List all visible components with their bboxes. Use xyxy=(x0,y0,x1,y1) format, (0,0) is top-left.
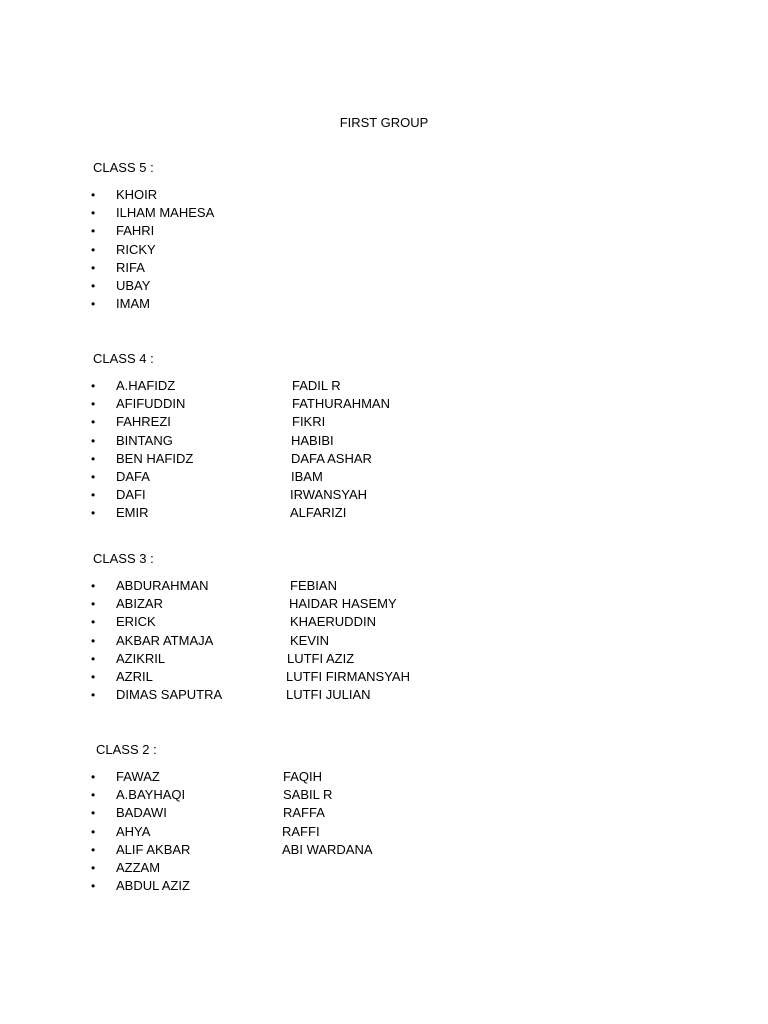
student-list xyxy=(0,186,768,313)
student-name: AFIFUDDIN xyxy=(116,396,186,412)
list-item xyxy=(0,650,768,668)
student-name-second-column: ALFARIZI xyxy=(290,505,347,521)
student-name: BADAWI xyxy=(116,805,167,821)
bullet-icon: • xyxy=(91,842,96,857)
student-name-second-column: IRWANSYAH xyxy=(290,487,368,503)
student-name-second-column: FATHURAHMAN xyxy=(292,396,390,412)
list-item xyxy=(0,413,768,431)
student-name-second-column: FEBIAN xyxy=(290,578,337,593)
bullet-icon: • xyxy=(91,633,96,648)
student-name: ILHAM MAHESA xyxy=(116,205,215,221)
list-item xyxy=(0,668,768,686)
student-name-second-column: RAFFI xyxy=(282,823,320,839)
list-item xyxy=(0,768,768,786)
bullet-icon: • xyxy=(91,615,96,630)
list-item xyxy=(0,468,768,486)
bullet-icon: • xyxy=(91,506,96,521)
bullet-icon: • xyxy=(91,260,96,275)
bullet-icon: • xyxy=(91,579,96,593)
list-item xyxy=(0,395,768,413)
list-item xyxy=(0,504,768,522)
student-name: ERICK xyxy=(116,614,156,630)
bullet-icon: • xyxy=(91,278,96,293)
list-item xyxy=(0,859,768,877)
student-name: UBAY xyxy=(116,277,151,293)
student-name: DIMAS SAPUTRA xyxy=(116,687,223,703)
student-name-second-column: ABI WARDANA xyxy=(282,841,373,857)
student-name: DAFA xyxy=(116,468,150,484)
student-name: AZZAM xyxy=(116,859,161,875)
student-name-second-column: IBAM xyxy=(291,468,323,484)
student-name: FAWAZ xyxy=(116,769,160,784)
student-list xyxy=(0,768,768,895)
student-name-second-column: FADIL R xyxy=(292,378,341,393)
bullet-icon: • xyxy=(91,224,96,239)
student-name: AZRIL xyxy=(116,668,153,684)
bullet-icon: • xyxy=(91,297,96,312)
student-name-second-column: KEVIN xyxy=(290,632,330,648)
student-name-second-column: KHAERUDDIN xyxy=(290,614,376,630)
student-name-second-column: SABIL R xyxy=(283,787,333,803)
student-name-second-column: LUTFI FIRMANSYAH xyxy=(286,668,410,684)
bullet-icon: • xyxy=(91,488,96,503)
bullet-icon: • xyxy=(91,206,96,221)
student-name: ABDUL AZIZ xyxy=(116,878,190,894)
student-name: BEN HAFIDZ xyxy=(116,450,194,466)
bullet-icon: • xyxy=(91,597,96,612)
bullet-icon: • xyxy=(91,824,96,839)
bullet-icon: • xyxy=(91,688,96,703)
bullet-icon: • xyxy=(91,669,96,684)
student-name: EMIR xyxy=(116,505,149,521)
bullet-icon: • xyxy=(91,451,96,466)
student-name: A.HAFIDZ xyxy=(116,378,176,393)
list-item xyxy=(0,613,768,631)
list-item xyxy=(0,877,768,895)
bullet-icon: • xyxy=(91,433,96,448)
list-item xyxy=(0,632,768,650)
bullet-icon: • xyxy=(91,860,96,875)
list-item xyxy=(0,186,768,204)
student-name: KHOIR xyxy=(116,187,158,202)
bullet-icon: • xyxy=(91,770,96,784)
bullet-icon: • xyxy=(91,397,96,412)
student-name-second-column: HAIDAR HASEMY xyxy=(289,596,397,612)
bullet-icon: • xyxy=(91,879,96,894)
list-item xyxy=(0,577,768,595)
list-item xyxy=(0,595,768,613)
document-title: FIRST GROUP xyxy=(339,115,429,130)
student-name: A.BAYHAQI xyxy=(116,787,186,803)
list-item xyxy=(0,823,768,841)
student-name: FAHRI xyxy=(116,223,155,239)
bullet-icon: • xyxy=(91,806,96,821)
student-name: RICKY xyxy=(116,241,156,257)
student-name: DAFI xyxy=(116,487,146,503)
list-item xyxy=(0,486,768,504)
list-item xyxy=(0,377,768,395)
list-item xyxy=(0,277,768,295)
bullet-icon: • xyxy=(91,469,96,484)
student-name-second-column: RAFFA xyxy=(283,805,325,821)
list-item xyxy=(0,259,768,277)
list-item xyxy=(0,222,768,240)
student-name-second-column: HABIBI xyxy=(291,432,334,448)
student-name-second-column: LUTFI JULIAN xyxy=(286,687,371,703)
student-name-second-column: FAQIH xyxy=(283,769,323,784)
bullet-icon: • xyxy=(91,242,96,257)
bullet-icon: • xyxy=(91,415,96,430)
list-item xyxy=(0,295,768,313)
list-item xyxy=(0,841,768,859)
list-item xyxy=(0,686,768,704)
student-list xyxy=(0,377,768,523)
bullet-icon: • xyxy=(91,788,96,803)
student-name: ABDURAHMAN xyxy=(116,578,209,593)
class-heading: CLASS 3 : xyxy=(93,551,154,566)
student-name: ABIZAR xyxy=(116,596,163,612)
student-name: IMAM xyxy=(116,296,150,312)
list-item xyxy=(0,432,768,450)
student-name: AHYA xyxy=(116,823,151,839)
list-item xyxy=(0,786,768,804)
student-name: AKBAR ATMAJA xyxy=(116,632,214,648)
student-name: FAHREZI xyxy=(116,414,171,430)
student-name: BINTANG xyxy=(116,432,173,448)
bullet-icon: • xyxy=(91,651,96,666)
student-name-second-column: DAFA ASHAR xyxy=(291,450,372,466)
list-item xyxy=(0,804,768,822)
student-name-second-column: FIKRI xyxy=(292,414,326,430)
student-name: ALIF AKBAR xyxy=(116,841,191,857)
student-list xyxy=(0,577,768,704)
class-heading: CLASS 4 : xyxy=(93,351,154,366)
list-item xyxy=(0,450,768,468)
list-item xyxy=(0,204,768,222)
student-name: RIFA xyxy=(116,259,145,275)
class-heading: CLASS 5 : xyxy=(93,160,154,175)
bullet-icon: • xyxy=(91,379,96,393)
class-heading: CLASS 2 : xyxy=(96,742,157,757)
list-item xyxy=(0,241,768,259)
student-name-second-column: LUTFI AZIZ xyxy=(287,650,355,666)
bullet-icon: • xyxy=(91,188,96,202)
student-name: AZIKRIL xyxy=(116,650,166,666)
